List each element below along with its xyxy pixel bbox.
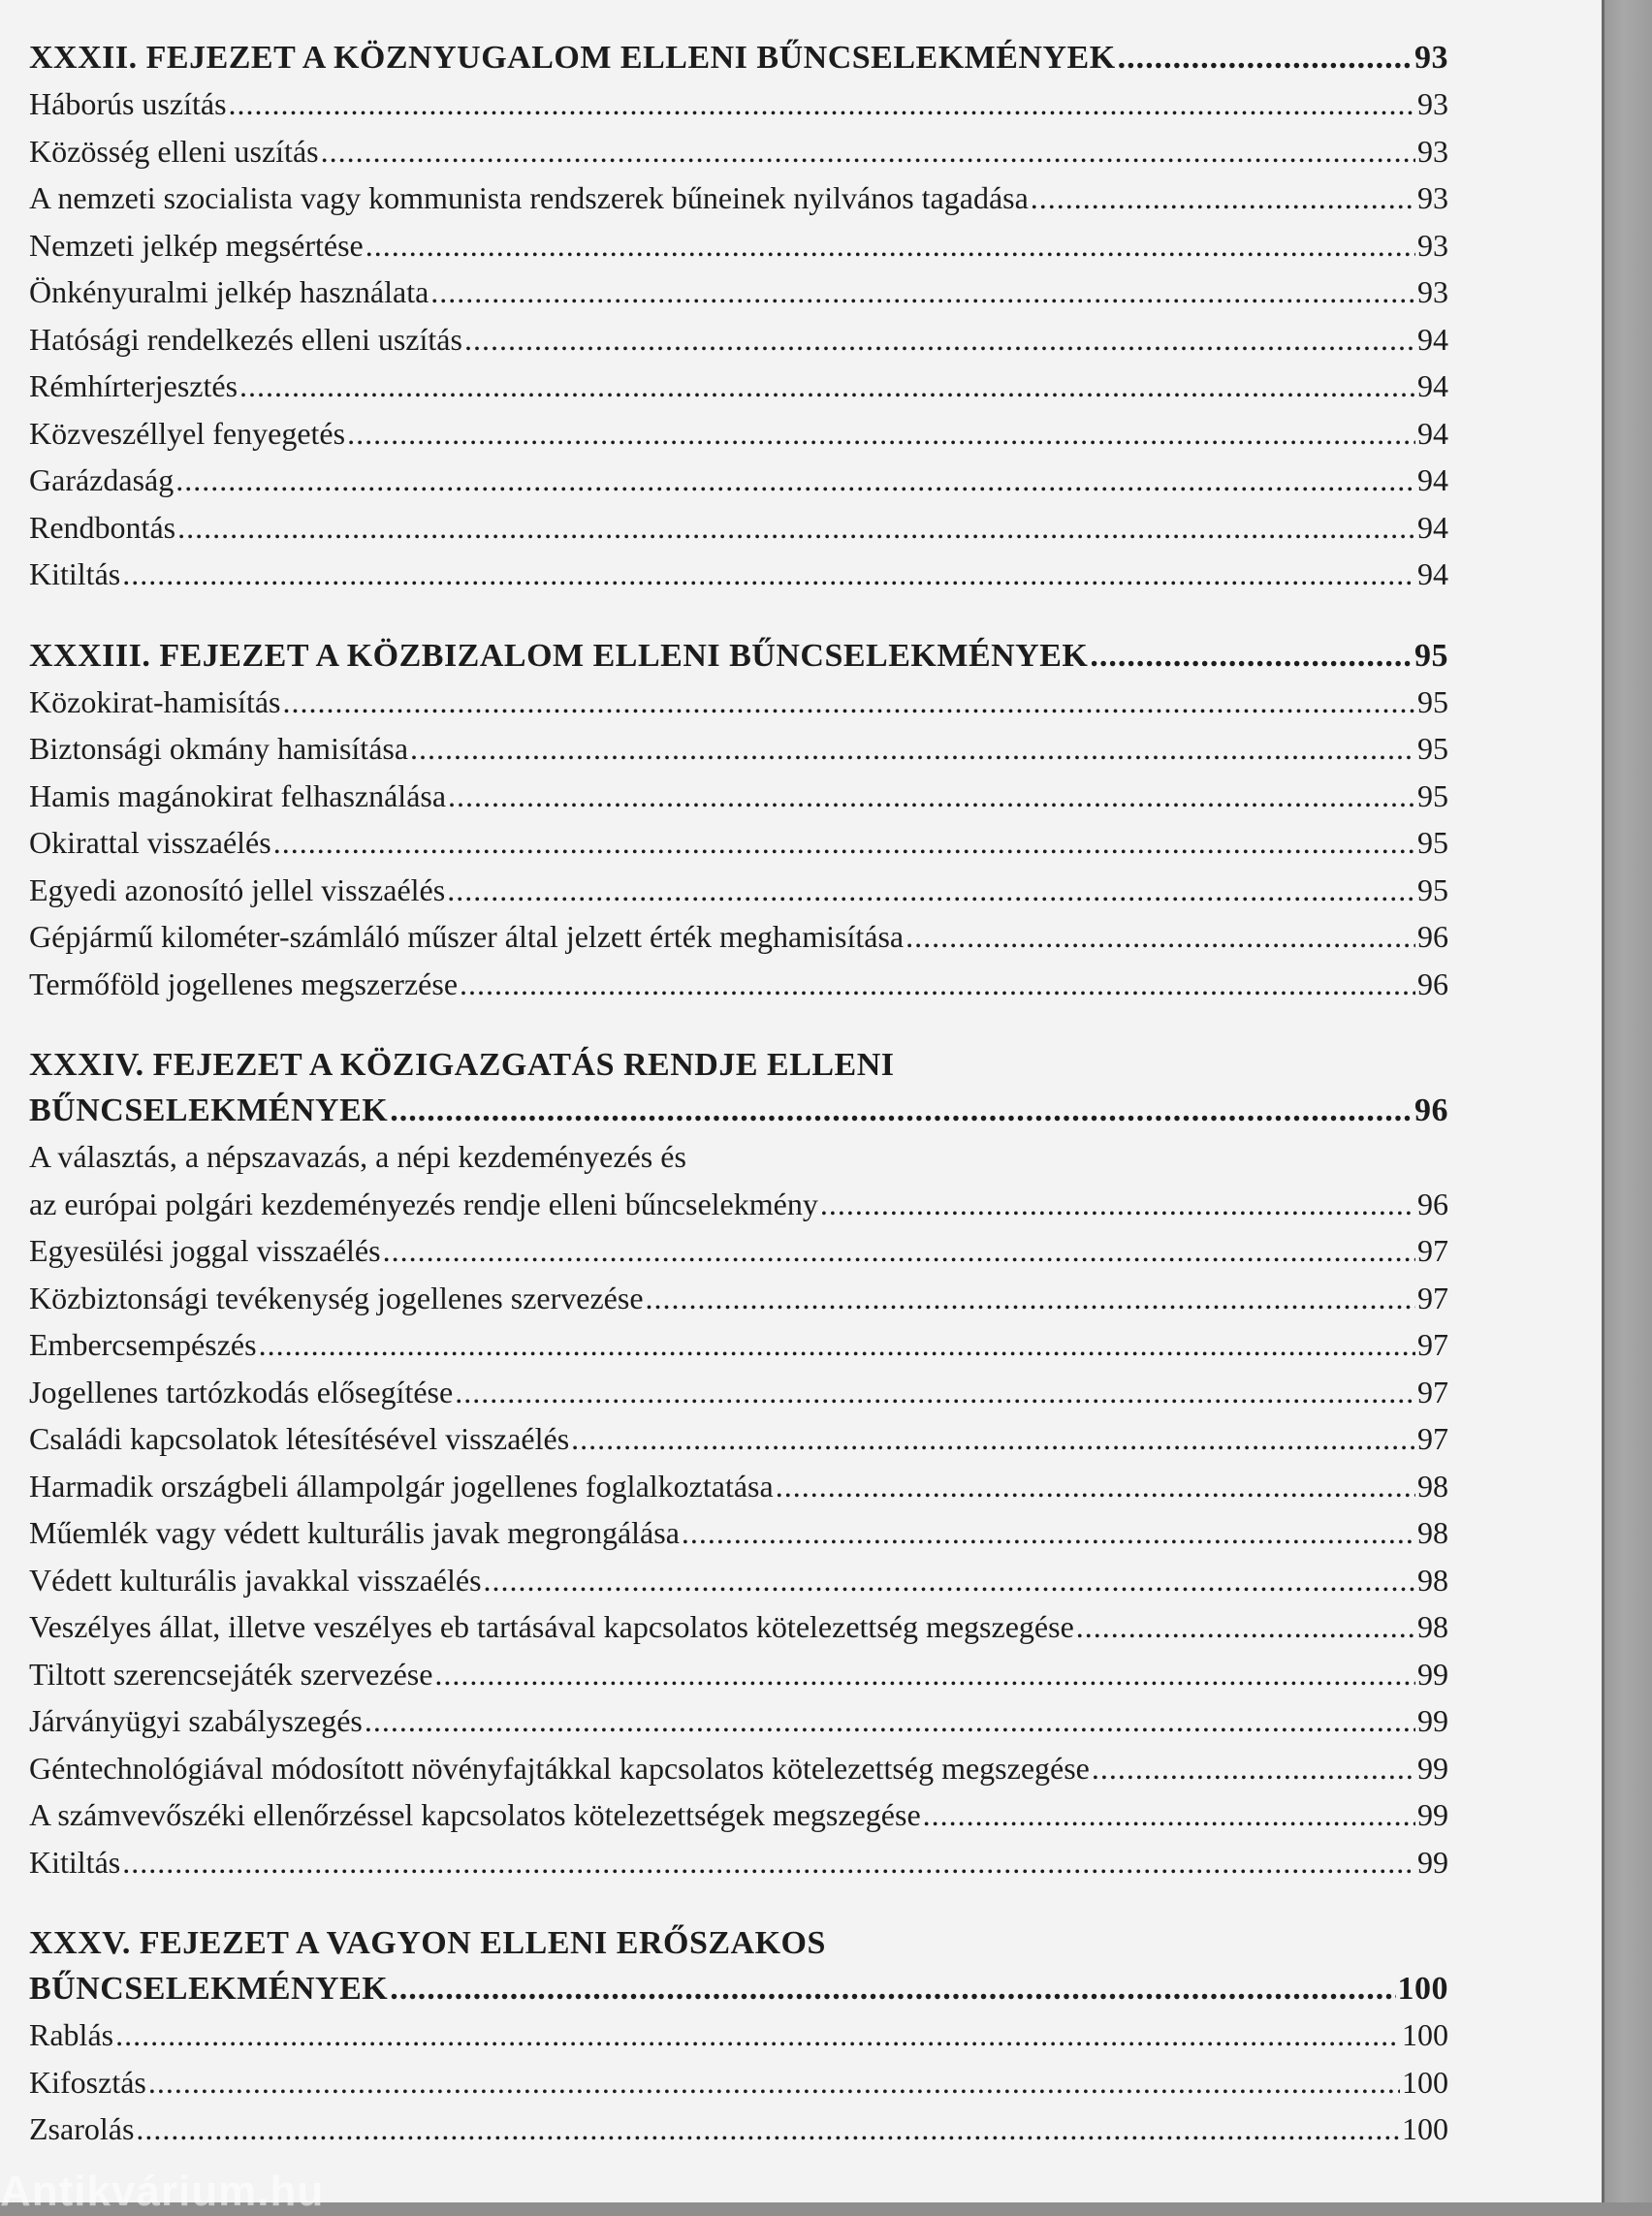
dot-leader [1090, 633, 1413, 679]
toc-entry [29, 2105, 1448, 2153]
toc-entry-page-number: 94 [1417, 415, 1448, 451]
toc-entry-title: Közbiztonsági tevékenység jogellenes szervezése [29, 1280, 644, 1315]
dot-leader [571, 1415, 1415, 1463]
toc-entry-page-number: 98 [1417, 1609, 1448, 1644]
dot-leader [347, 410, 1415, 458]
toc-entry-title: Kifosztás [29, 2064, 146, 2100]
toc-entry [29, 1227, 1448, 1275]
dot-leader [1076, 1603, 1415, 1651]
toc-entry [29, 1509, 1448, 1557]
toc-entry [29, 867, 1448, 914]
chapter-heading-text: XXXIV. FEJEZET A KÖZIGAZGATÁS RENDJE ELLENI [29, 1047, 895, 1083]
toc-entry-title: Veszélyes állat, illetve veszélyes eb tartásával kapcsolatos kötelezettség megszegése [29, 1609, 1074, 1644]
dot-leader [321, 128, 1415, 175]
chapter-heading-text: XXXIII. FEJEZET A KÖZBIZALOM ELLENI BŰNCSELEKMÉNYEK [29, 637, 1089, 674]
dot-leader [776, 1463, 1415, 1510]
toc-entry [29, 819, 1448, 867]
toc-entry [29, 2011, 1448, 2059]
dot-leader [383, 1227, 1415, 1275]
toc-entry-page-number: 98 [1417, 1562, 1448, 1598]
toc-entry [29, 1603, 1448, 1651]
toc-entry-page-number: 93 [1417, 133, 1448, 169]
toc-entry [29, 410, 1448, 458]
toc-entry-title: Önkényuralmi jelkép használata [29, 274, 429, 309]
toc-entry-page-number: 98 [1417, 1468, 1448, 1504]
toc-entry-page-number: 100 [1402, 2064, 1448, 2100]
toc-entry-title: Tiltott szerencsejáték szervezése [29, 1656, 433, 1692]
dot-leader [447, 867, 1415, 914]
dot-leader [923, 1791, 1415, 1839]
toc-entry-title: Háborús uszítás [29, 86, 227, 121]
toc-entry-title: Közösség elleni uszítás [29, 133, 319, 169]
toc-entry-title: Járványügyi szabályszegés [29, 1703, 363, 1738]
toc-entry-page-number: 99 [1417, 1797, 1448, 1832]
toc-entry [29, 1697, 1448, 1745]
toc-entry-title: Egyedi azonosító jellel visszaélés [29, 871, 446, 907]
dot-leader [365, 222, 1415, 269]
section-spacer [29, 598, 1448, 633]
toc-entry [29, 725, 1448, 773]
dot-leader [136, 2105, 1400, 2153]
toc-entry-title: az európai polgári kezdeményezés rendje elleni bűncselekmény [29, 1186, 818, 1221]
toc-entry [29, 269, 1448, 316]
toc-entry-page-number: 99 [1417, 1750, 1448, 1786]
toc-entry [29, 457, 1448, 504]
toc-entry-page-number: 98 [1417, 1515, 1448, 1550]
toc-entry [29, 913, 1448, 961]
toc-entry-title: A számvevőszéki ellenőrzéssel kapcsolatos kötelezettségek megszegése [29, 1797, 921, 1832]
chapter-heading-text: XXXII. FEJEZET A KÖZNYUGALOM ELLENI BŰNCSELEKMÉNYEK [29, 40, 1116, 76]
dot-leader [148, 2059, 1400, 2106]
toc-entry-page-number: 99 [1417, 1844, 1448, 1880]
dot-leader [410, 725, 1415, 773]
toc-entry-title: Védett kulturális javakkal visszaélés [29, 1562, 482, 1598]
toc-entry-title: Nemzeti jelkép megsértése [29, 227, 364, 263]
toc-entry-page-number: 100 [1402, 2111, 1448, 2146]
toc-entry [29, 1839, 1448, 1886]
toc-entry [29, 80, 1448, 128]
dot-leader [430, 269, 1415, 316]
dot-leader [229, 80, 1415, 128]
toc-section [29, 1920, 1448, 2153]
toc-entry-title: Embercsempészés [29, 1327, 257, 1362]
toc-entry-page-number: 96 [1417, 966, 1448, 1001]
toc-entry [29, 2059, 1448, 2106]
dot-leader [259, 1321, 1415, 1369]
section-spacer [29, 1007, 1448, 1042]
toc-entry-page-number: 96 [1417, 1186, 1448, 1221]
chapter-heading-text: BŰNCSELEKMÉNYEK [29, 1971, 389, 2007]
dot-leader [434, 1651, 1415, 1698]
toc-entry-page-number: 97 [1417, 1233, 1448, 1268]
toc-entry-page-number: 97 [1417, 1280, 1448, 1315]
toc-entry-page-number: 93 [1417, 227, 1448, 263]
toc-entry-title: Hamis magánokirat felhasználása [29, 777, 447, 813]
toc-entry [29, 961, 1448, 1008]
dot-leader [390, 1966, 1395, 2011]
toc-entry-title: Gépjármű kilométer-számláló műszer által jelzett érték meghamisítása [29, 919, 905, 954]
chapter-heading [29, 1966, 1448, 2011]
toc-entry-page-number: 95 [1417, 825, 1448, 860]
toc-entry-page-number: 95 [1417, 731, 1448, 766]
toc-entry [29, 1275, 1448, 1322]
watermark: Antikvárium.hu [0, 2168, 325, 2215]
toc-entry [29, 1463, 1448, 1510]
toc-entry-page-number: 94 [1417, 556, 1448, 591]
chapter-page-number: 100 [1397, 1971, 1448, 2007]
toc-entry [29, 1745, 1448, 1792]
toc-entry-title: Kitiltás [29, 1844, 121, 1880]
dot-leader [1031, 174, 1415, 222]
toc-entry [29, 1651, 1448, 1698]
dot-leader [1118, 35, 1413, 80]
toc-entry [29, 773, 1448, 820]
chapter-heading [29, 633, 1448, 679]
dot-leader [464, 316, 1415, 364]
toc-entry-page-number: 94 [1417, 321, 1448, 357]
toc-entry-page-number: 93 [1417, 86, 1448, 121]
toc-entry [29, 1321, 1448, 1369]
dot-leader [177, 504, 1415, 552]
toc-entry-title: Közokirat-hamisítás [29, 683, 281, 719]
table-of-contents [29, 35, 1448, 2153]
dot-leader [175, 457, 1415, 504]
toc-entry-page-number: 95 [1417, 871, 1448, 907]
toc-entry [29, 1415, 1448, 1463]
toc-entry [29, 504, 1448, 552]
toc-entry-title: Rendbontás [29, 509, 176, 545]
chapter-heading [29, 1042, 1448, 1088]
toc-entry [29, 316, 1448, 364]
toc-entry-title: Családi kapcsolatok létesítésével visszaélés [29, 1421, 570, 1456]
dot-leader [1092, 1745, 1415, 1792]
toc-entry-page-number: 94 [1417, 462, 1448, 497]
toc-entry [29, 551, 1448, 598]
toc-entry [29, 1791, 1448, 1839]
toc-section [29, 633, 1448, 1008]
dot-leader [365, 1697, 1415, 1745]
toc-entry-page-number: 100 [1402, 2017, 1448, 2052]
toc-entry-title: Termőföld jogellenes megszerzése [29, 966, 459, 1001]
chapter-heading [29, 1088, 1448, 1133]
toc-entry-title: A választás, a népszavazás, a népi kezdeményezés és [29, 1139, 686, 1174]
dot-leader [115, 2011, 1400, 2059]
dot-leader [239, 363, 1415, 410]
toc-entry-page-number: 93 [1417, 180, 1448, 215]
toc-entry-page-number: 97 [1417, 1421, 1448, 1456]
toc-entry-page-number: 94 [1417, 509, 1448, 545]
toc-entry-title: Műemlék vagy védett kulturális javak megrongálása [29, 1515, 680, 1550]
chapter-heading-text: XXXV. FEJEZET A VAGYON ELLENI ERŐSZAKOS [29, 1925, 826, 1961]
dot-leader [820, 1181, 1415, 1228]
toc-entry-title: Rablás [29, 2017, 114, 2052]
toc-entry [29, 174, 1448, 222]
toc-entry-title: Okirattal visszaélés [29, 825, 271, 860]
toc-entry-page-number: 99 [1417, 1703, 1448, 1738]
chapter-page-number: 93 [1414, 40, 1448, 76]
toc-entry [29, 1181, 1448, 1228]
toc-entry-page-number: 99 [1417, 1656, 1448, 1692]
chapter-heading [29, 35, 1448, 80]
toc-entry [29, 128, 1448, 175]
chapter-page-number: 96 [1414, 1092, 1448, 1128]
toc-entry [29, 363, 1448, 410]
dot-leader [460, 961, 1415, 1008]
dot-leader [646, 1275, 1415, 1322]
toc-entry-title: Egyesülési joggal visszaélés [29, 1233, 381, 1268]
toc-entry [29, 1369, 1448, 1416]
toc-entry [29, 679, 1448, 726]
chapter-page-number: 95 [1414, 637, 1448, 674]
toc-entry-page-number: 97 [1417, 1327, 1448, 1362]
toc-entry [29, 1133, 1448, 1181]
dot-leader [905, 913, 1415, 961]
dot-leader [122, 551, 1415, 598]
toc-entry-title: Biztonsági okmány hamisítása [29, 731, 409, 766]
toc-section [29, 1042, 1448, 1885]
toc-entry-page-number: 95 [1417, 683, 1448, 719]
dot-leader [273, 819, 1415, 867]
section-spacer [29, 1885, 1448, 1920]
dot-leader [390, 1088, 1413, 1133]
toc-entry-title: Rémhírterjesztés [29, 368, 238, 403]
toc-entry [29, 1557, 1448, 1604]
dot-leader [122, 1839, 1415, 1886]
dot-leader [455, 1369, 1415, 1416]
toc-entry-title: Garázdaság [29, 462, 175, 497]
toc-entry [29, 222, 1448, 269]
toc-entry-page-number: 97 [1417, 1374, 1448, 1409]
dot-leader [484, 1557, 1415, 1604]
toc-entry-title: A nemzeti szocialista vagy kommunista rendszerek bűneinek nyilvános tagadása [29, 180, 1029, 215]
toc-entry-title: Harmadik országbeli állampolgár jogellenes foglalkoztatása [29, 1468, 774, 1504]
page-gutter [1604, 0, 1652, 2202]
toc-entry-page-number: 93 [1417, 274, 1448, 309]
toc-entry-page-number: 95 [1417, 777, 1448, 813]
toc-entry-page-number: 94 [1417, 368, 1448, 403]
toc-section [29, 35, 1448, 598]
chapter-heading [29, 1920, 1448, 1966]
toc-entry-title: Zsarolás [29, 2111, 135, 2146]
dot-leader [282, 679, 1415, 726]
toc-entry-title: Kitiltás [29, 556, 121, 591]
toc-entry-title: Közveszéllyel fenyegetés [29, 415, 346, 451]
toc-entry-title: Géntechnológiával módosított növényfajtákkal kapcsolatos kötelezettség megszegése [29, 1750, 1090, 1786]
chapter-heading-text: BŰNCSELEKMÉNYEK [29, 1092, 389, 1128]
toc-entry-page-number: 96 [1417, 919, 1448, 954]
dot-leader [682, 1509, 1415, 1557]
toc-entry-title: Hatósági rendelkezés elleni uszítás [29, 321, 462, 357]
toc-entry-title: Jogellenes tartózkodás elősegítése [29, 1374, 454, 1409]
dot-leader [448, 773, 1415, 820]
